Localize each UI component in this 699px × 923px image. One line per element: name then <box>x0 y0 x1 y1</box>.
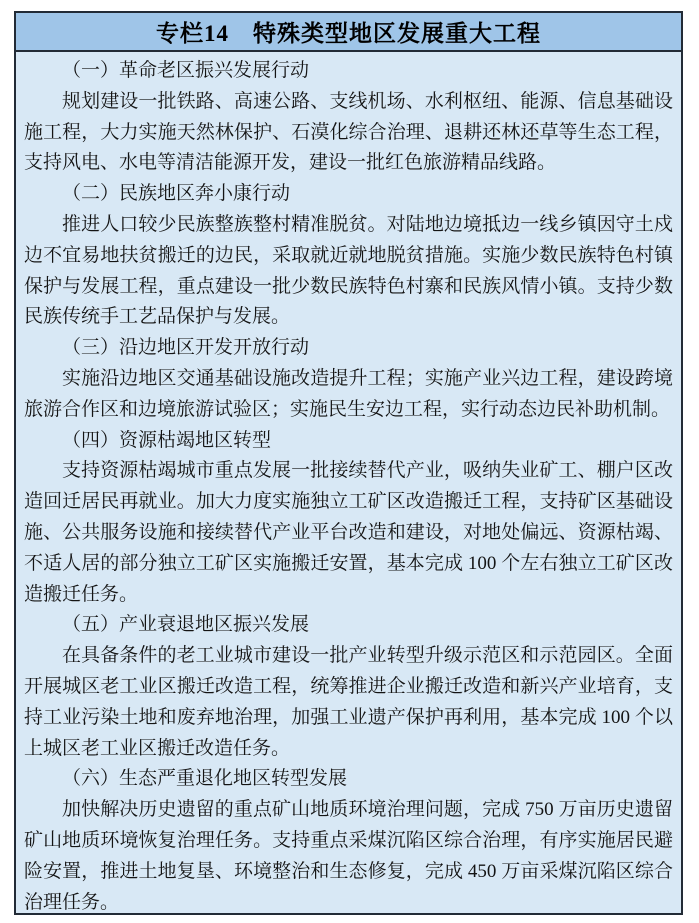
section-1-paragraph: 规划建设一批铁路、高速公路、支线机场、水利枢纽、能源、信息基础设施工程，大力实施天然林保护、石漠化综合治理、退耕还林还草等生态工程，支持风电、水电等清洁能源开发，建设一批红色旅游精品线路。 <box>24 90 673 174</box>
section-4-paragraph: 支持资源枯竭城市重点发展一批接续替代产业，吸纳失业矿工、棚户区改造回迁居民再就业。加大力度实施独立工矿区改造搬迁工程，支持矿区基础设施、公共服务设施和接续替代产业平台改造和建设，对地处偏远、资源枯竭、不适人居的部分独立工矿区实施搬迁安置，基本完成 100 个左右独立工矿区改造搬迁任务。 <box>24 460 673 605</box>
section-6-paragraph: 加快解决历史遗留的重点矿山地质环境治理问题，完成 750 万亩历史遗留矿山地质环境恢复治理任务。支持重点采煤沉陷区综合治理，有序实施居民避险安置，推进土地复垦、环境整治和生态修复，完成 450 万亩采煤沉陷区综合治理任务。 <box>24 799 673 913</box>
section-2-heading: （二）民族地区奔小康行动 <box>62 183 291 205</box>
section-3-paragraph: 实施沿边地区交通基础设施改造提升工程；实施产业兴边工程，建设跨境旅游合作区和边境旅游试验区；实施民生安边工程，实行动态边民补助机制。 <box>24 367 673 420</box>
section-5-paragraph: 在具备条件的老工业城市建设一批产业转型升级示范区和示范园区。全面开展城区老工业区搬迁改造工程，统筹推进企业搬迁改造和新兴产业培育，支持工业污染土地和废弃地治理，加强工业遗产保护再利用，基本完成 100 个以上城区老工业区搬迁改造任务。 <box>24 645 673 759</box>
section-5-heading: （五）产业衰退地区振兴发展 <box>62 614 310 636</box>
box14-panel <box>14 11 683 915</box>
section-4-heading: （四）资源枯竭地区转型 <box>62 429 272 451</box>
box14-title: 专栏14 特殊类型地区发展重大工程 <box>156 21 541 46</box>
section-3-heading: （三）沿边地区开发开放行动 <box>62 337 310 359</box>
box14-title-bar <box>16 13 681 52</box>
section-2-paragraph: 推进人口较少民族整族整村精准脱贫。对陆地边境抵边一线乡镇因守土戍边不宜易地扶贫搬迁的边民，采取就近就地脱贫措施。实施少数民族特色村镇保护与发展工程，重点建设一批少数民族特色村寨和民族风情小镇。支持少数民族传统手工艺品保护与发展。 <box>24 213 673 328</box>
section-6-heading: （六）生态严重退化地区转型发展 <box>62 768 348 790</box>
box14-body <box>16 52 681 922</box>
section-1-heading: （一）革命老区振兴发展行动 <box>62 60 310 81</box>
